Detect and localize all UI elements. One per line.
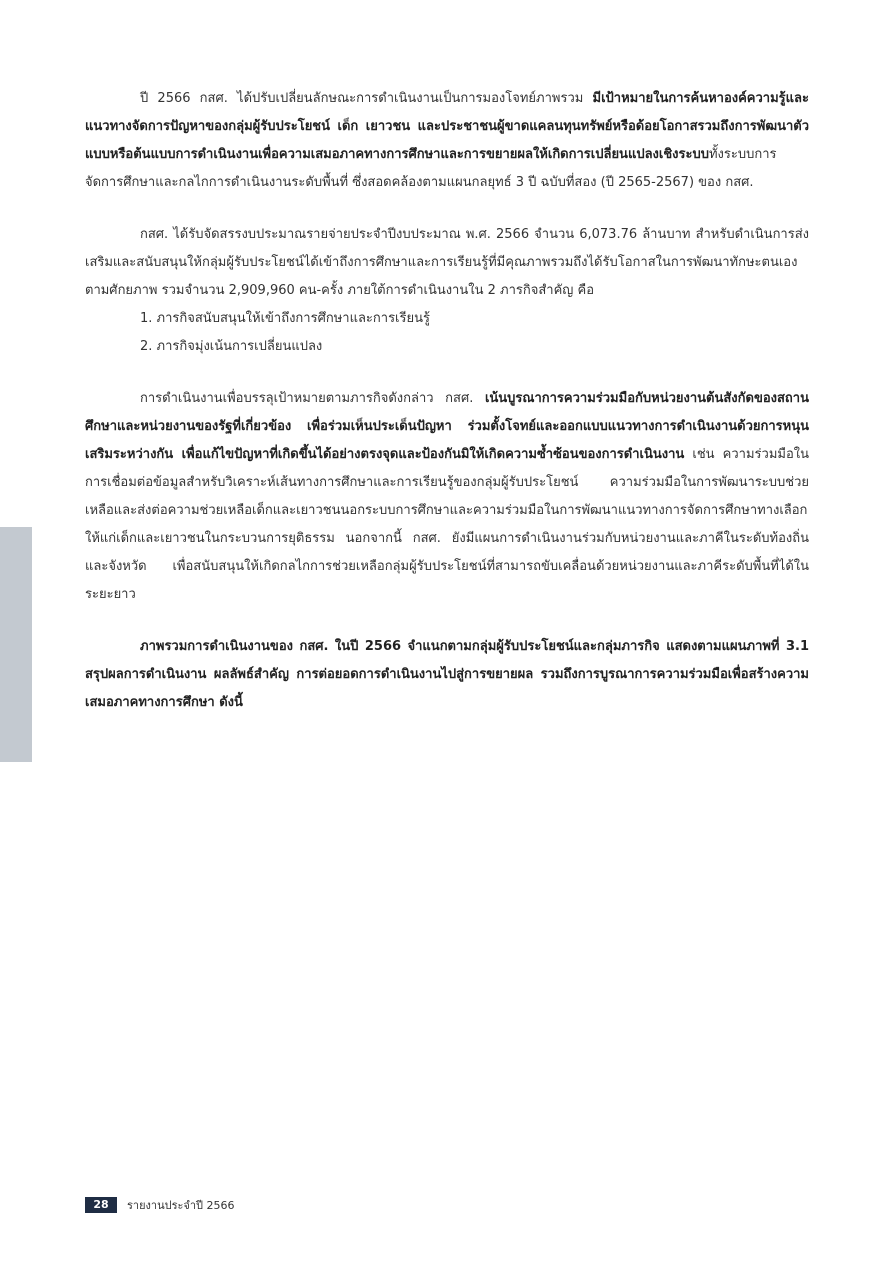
paragraph-emphasis: มีเป้าหมายในการค้นหาองค์ความรู้และแนวทางจัดการปัญหาของกลุ่มผู้รับประโยชน์ เด็ก เยาวชน และประชาชนผู้ขาดแคลนทุนทรัพย์หรือด้อยโอกาสรวมถึงการพัฒนาตัวแบบหรือต้นแบบการดำเนินงานเพื่อความเสมอภาคทางการศึกษาและการขยายผลให้เกิดการเปลี่ยนแปลงเชิงระบบ <box>85 91 809 162</box>
paragraph-overview <box>85 85 809 197</box>
paragraph-collaboration <box>85 385 809 609</box>
mission-list <box>85 305 809 361</box>
page-footer <box>85 1197 235 1213</box>
side-section-tab <box>0 527 32 762</box>
document-body <box>85 85 809 717</box>
paragraph-text: ทั้งระบบการจัดการศึกษาและกลไกการดำเนินงานระดับพื้นที่ ซึ่งสอดคล้องตามแผนกลยุทธ์ 3 ปี ฉบับที่สอง (ปี 2565-2567) ของ กสศ. <box>85 147 777 190</box>
list-item: 2. ภารกิจมุ่งเน้นการเปลี่ยนแปลง <box>140 339 323 354</box>
paragraph-budget-block <box>85 221 809 361</box>
page-number-badge: 28 <box>85 1197 117 1213</box>
paragraph-summary <box>85 633 809 717</box>
paragraph-emphasis: เน้นบูรณาการความร่วมมือกับหน่วยงานต้นสังกัดของสถานศึกษาและหน่วยงานของรัฐที่เกี่ยวข้อง เพื่อร่วมเห็นประเด็นปัญหา ร่วมตั้งโจทย์และออกแบบแนวทางการดำเนินงานด้วยการหนุนเสริมระหว่างกัน เพื่อแก้ไขปัญหาที่เกิดขึ้นได้อย่างตรงจุดและป้องกันมิให้เกิดความซ้ำซ้อนของการดำเนินงาน <box>85 391 809 462</box>
report-title: รายงานประจำปี 2566 <box>127 1199 235 1212</box>
paragraph-text: เช่น ความร่วมมือในการเชื่อมต่อข้อมูลสำหรับวิเคราะห์เส้นทางการศึกษาและการเรียนรู้ของกลุ่มผู้รับประโยชน์ ความร่วมมือในการพัฒนาระบบช่วยเหลือและส่งต่อความช่วยเหลือเด็กและเยาวชนนอกระบบการศึกษาและความร่วมมือในการพัฒนาแนวทางการจัดการศึกษาทางเลือกให้แก่เด็กและเยาวชนในกระบวนการยุติธรรม นอกจากนี้ กสศ. ยังมีแผนการดำเนินงานร่วมกับหน่วยงานและภาคีในระดับท้องถิ่นและจังหวัด เพื่อสนับสนุนให้เกิดกลไกการช่วยเหลือกลุ่มผู้รับประโยชน์ที่สามารถขับเคลื่อนด้วยหน่วยงานและภาคีระดับพื้นที่ได้ในระยะยาว <box>85 447 810 602</box>
paragraph-text: กสศ. ได้รับจัดสรรงบประมาณรายจ่ายประจำปีงบประมาณ พ.ศ. 2566 จำนวน 6,073.76 ล้านบาท สำหรับดำเนินการส่งเสริมและสนับสนุนให้กลุ่มผู้รับประโยชน์ได้เข้าถึงการศึกษาและการเรียนรู้ที่มีคุณภาพรวมถึงได้รับโอกาสในการพัฒนาทักษะตนเองตามศักยภาพ รวมจำนวน 2,909,960 คน-ครั้ง ภายใต้การดำเนินงานใน 2 ภารกิจสำคัญ คือ <box>85 227 809 298</box>
paragraph-text: การดำเนินงานเพื่อบรรลุเป้าหมายตามภารกิจดังกล่าว กสศ. <box>140 391 485 406</box>
paragraph-emphasis: ภาพรวมการดำเนินงานของ กสศ. ในปี 2566 จำแนกตามกลุ่มผู้รับประโยชน์และกลุ่มภารกิจ แสดงตามแผนภาพที่ 3.1 สรุปผลการดำเนินงาน ผลลัพธ์สำคัญ การต่อยอดการดำเนินงานไปสู่การขยายผล รวมถึงการบูรณาการความร่วมมือเพื่อสร้างความเสมอภาคทางการศึกษา ดังนี้ <box>85 639 809 710</box>
paragraph-text: ปี 2566 กสศ. ได้ปรับเปลี่ยนลักษณะการดำเนินงานเป็นการมองโจทย์ภาพรวม <box>140 91 593 106</box>
paragraph-budget <box>85 221 809 305</box>
list-item: 1. ภารกิจสนับสนุนให้เข้าถึงการศึกษาและการเรียนรู้ <box>140 311 430 326</box>
